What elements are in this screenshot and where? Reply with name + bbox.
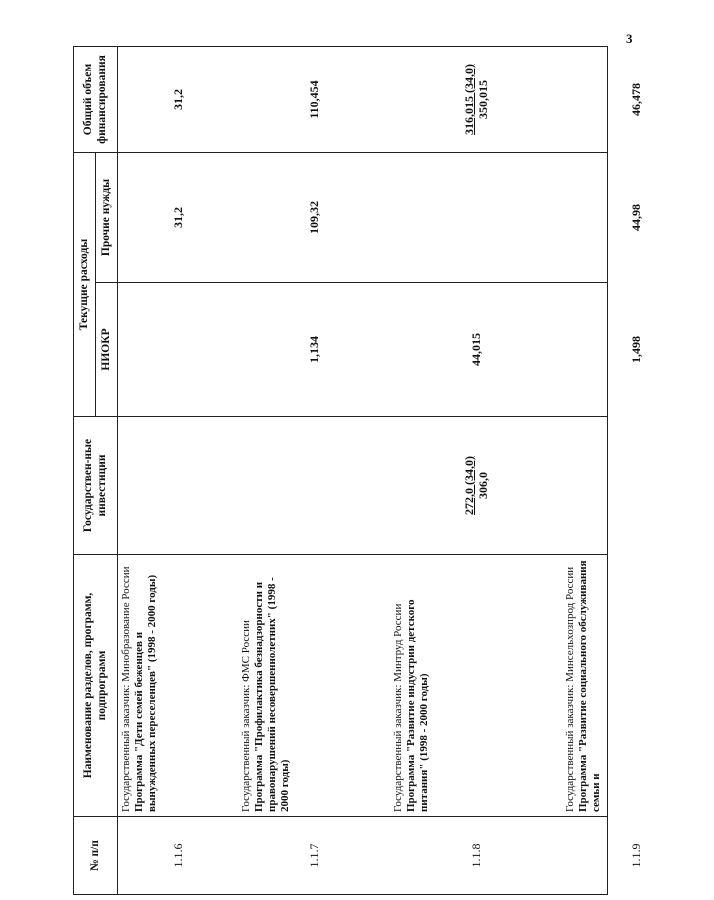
column-niokr: [118, 283, 643, 417]
customer-text: Государственный заказчик: Минобразование России: [120, 566, 132, 812]
column-other: [118, 153, 643, 283]
other-value: 31,2: [170, 207, 185, 228]
total-value: 31,2: [170, 89, 185, 110]
header-invest: Государствен-ные инвестиции: [74, 417, 118, 555]
rotated-table-frame: [73, 47, 643, 895]
invest-value: [118, 417, 238, 554]
column-name: [118, 555, 608, 817]
program-title: Программа "Дети семей беженцев и вынужденных переселенцев" (1998 - 2000 годы): [132, 574, 158, 812]
program-title: Программа "Развитие социального обслуживания семьи и: [576, 560, 602, 812]
column-total: [118, 47, 643, 153]
row-num: 1.1.9: [628, 843, 643, 868]
row-num: 1.1.7: [306, 843, 321, 868]
customer-text: Государственный заказчик: ФМС России: [240, 620, 252, 812]
header-current: Текущие расходы: [74, 153, 96, 417]
invest-value: 272,0 (34,0) 306,0: [461, 456, 490, 515]
total-value: 316,015 (34,0) 350,015: [461, 64, 490, 135]
invest-value: [238, 417, 390, 554]
niokr-value: 44,015: [468, 333, 483, 366]
other-value: 44,98: [628, 204, 643, 231]
header-total: Общий объем финансирования: [74, 47, 118, 153]
header-other: Прочие нужды: [96, 153, 118, 283]
other-value: 109,32: [306, 201, 321, 234]
customer-text: Государственный заказчик: Минсельхозпрод России: [564, 566, 576, 812]
customer-text: Государственный заказчик: Минтруд России: [392, 603, 404, 812]
header-niokr: НИОКР: [96, 283, 118, 417]
program-title: Программа "Развитие индустрии детского питания" (1998 - 2000 годы): [404, 599, 430, 812]
total-value: 110,454: [306, 80, 321, 119]
financing-table: [73, 46, 643, 895]
column-invest: [118, 417, 608, 555]
page-number: 3: [626, 31, 633, 46]
total-value: 46,478: [628, 83, 643, 116]
row-num: 1.1.8: [468, 843, 483, 868]
niokr-value: 1,134: [306, 336, 321, 363]
invest-value: [562, 417, 710, 554]
niokr-value: 1,498: [628, 336, 643, 363]
other-value: [390, 153, 562, 282]
header-num: № п/п: [74, 817, 118, 895]
column-num: [118, 817, 643, 895]
niokr-value: [118, 283, 238, 416]
header-name: Наименование разделов, программ, подпрограмм: [74, 555, 118, 817]
row-num: 1.1.6: [170, 843, 185, 868]
program-title: Программа "Профилактика безнадзорности и правонарушений несовершеннолетних" (1998 - 2000 годы): [252, 577, 291, 812]
